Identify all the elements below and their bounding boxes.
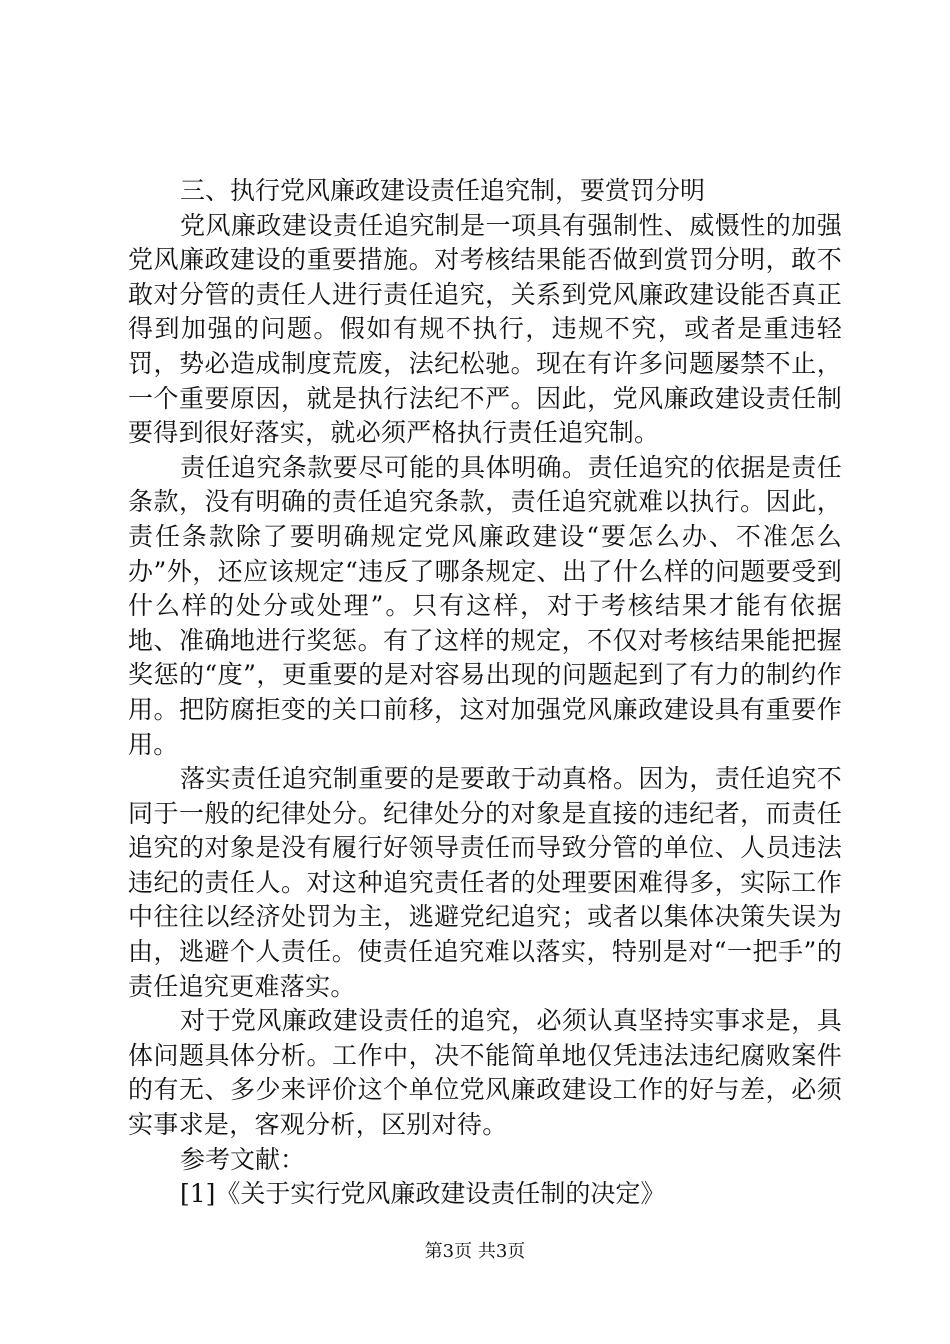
paragraph-3: 落实责任追究制重要的是要敢于动真格。因为，责任追究不同于一般的纪律处分。纪律处分的对象是直接的违纪者，而责任追究的对象是没有履行好领导责任而导致分管的单位、人员违法违纪的责任人。对这种追究责任者的处理要困难得多，实际工作中往往以经济处罚为主，逃避党纪追究；或者以集体决策失误为由，逃避个人责任。使责任追究难以落实，特别是对“一把手”的责任追究更难落实。: [128, 764, 842, 1001]
references-label: 参考文献：: [180, 1144, 306, 1174]
section-heading: 三、执行党风廉政建设责任追究制，要赏罚分明: [180, 176, 706, 205]
paragraph-2: 责任追究条款要尽可能的具体明确。责任追究的依据是责任条款，没有明确的责任追究条款，责任追究就难以执行。因此，责任条款除了要明确规定党风廉政建设“要怎么办、不准怎么办”外，还应该规定“违反了哪条规定、出了什么样的问题要受到什么样的处分或处理”。只有这样，对于考核结果才能有依据地、准确地进行奖惩。有了这样的规定，不仅对考核结果能把握奖惩的“度”，更重要的是对容易出现的问题起到了有力的制约作用。把防腐拒变的关口前移，这对加强党风廉政建设具有重要作用。: [128, 452, 842, 759]
reference-item-1: [1]《关于实行党风廉政建设责任制的决定》: [180, 1179, 666, 1209]
paragraph-1: 党风廉政建设责任追究制是一项具有强制性、威慑性的加强党风廉政建设的重要措施。对考核结果能否做到赏罚分明，敢不敢对分管的责任人进行责任追究，关系到党风廉政建设能否真正得到加强的问题。假如有规不执行，违规不究，或者是重违轻罚，势必造成制度荒废，法纪松驰。现在有许多问题屡禁不止，一个重要原因，就是执行法纪不严。因此，党风廉政建设责任制要得到很好落实，就必须严格执行责任追究制。: [128, 210, 842, 448]
page-footer: 第3页 共3页: [424, 1241, 526, 1262]
document-body: [128, 174, 842, 1212]
paragraph-4: 对于党风廉政建设责任的追究，必须认真坚持实事求是，具体问题具体分析。工作中，决不能简单地仅凭违法违纪腐败案件的有无、多少来评价这个单位党风廉政建设工作的好与差，必须实事求是，客观分析，区别对待。: [128, 1006, 842, 1140]
